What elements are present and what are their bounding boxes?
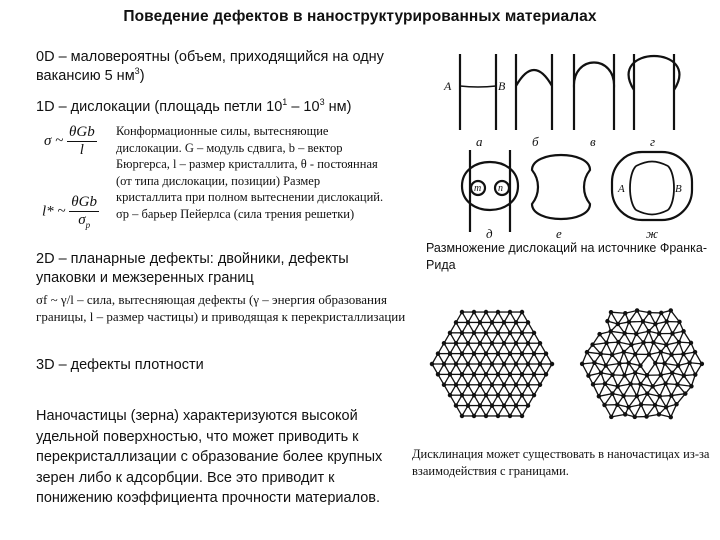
lattice-node xyxy=(604,364,607,367)
lattice-node xyxy=(508,310,511,313)
formula1-denominator: l xyxy=(79,142,84,158)
lattice-node xyxy=(677,364,680,367)
lattice-node xyxy=(460,394,463,397)
lattice-node xyxy=(694,373,697,376)
formula1-lhs: σ ~ xyxy=(44,132,64,149)
lattice-node xyxy=(532,331,535,334)
hexagonal-lattice xyxy=(430,310,553,417)
lattice-node xyxy=(478,383,481,386)
lattice-node xyxy=(633,415,636,418)
lattice-node xyxy=(514,383,517,386)
lattice-node xyxy=(670,394,673,397)
lattice-node xyxy=(682,330,685,333)
frank-read-bottom-labels xyxy=(440,226,702,240)
lattice-node xyxy=(609,311,612,314)
lattice-node xyxy=(532,394,535,397)
lattice-node xyxy=(587,374,590,377)
lattice-node xyxy=(623,374,626,377)
lattice-node xyxy=(484,373,487,376)
formula2-denominator-sub: p xyxy=(85,220,91,230)
lattice-node xyxy=(496,414,499,417)
lattice-node xyxy=(700,362,703,365)
lattice-node xyxy=(472,394,475,397)
lattice-node xyxy=(591,343,594,346)
lattice-node xyxy=(622,394,625,397)
lattice-node xyxy=(442,383,445,386)
lattice-node xyxy=(520,310,523,313)
lattice-node xyxy=(634,353,637,356)
diagram-label-g: г xyxy=(650,134,656,149)
lattice-node xyxy=(606,320,609,323)
lattice-node xyxy=(484,394,487,397)
lattice-node xyxy=(647,330,650,333)
lattice-node xyxy=(665,343,668,346)
lattice-node xyxy=(484,310,487,313)
nanoparticles-text: Наночастицы (зерна) характеризуются высокой удельной поверхностью, что может приводить к перекристаллизации с образование более крупных зерен либо к адсорбции. Все это приводит к понижению коэффициента прочности материалов. xyxy=(36,408,383,506)
zero-d-text xyxy=(36,48,396,86)
formula2-numerator: θGb xyxy=(71,194,97,210)
lattice-node xyxy=(460,352,463,355)
one-d-text-c: нм) xyxy=(324,99,352,115)
two-d-formula-text: σf ~ γ/l – сила, вытесняющая дефекты (γ – энергия образования границы, l – размер частицы) и приводящая к перекристаллизации xyxy=(36,292,406,324)
diagram-label-a: a xyxy=(476,134,483,149)
diagram-label-v: в xyxy=(590,134,596,149)
lattice-node xyxy=(478,321,481,324)
lattice-node xyxy=(611,373,614,376)
lattice-node xyxy=(689,341,692,344)
lattice-node xyxy=(508,414,511,417)
lattice-node xyxy=(472,373,475,376)
lattice-node xyxy=(490,383,493,386)
lattice-node xyxy=(676,383,679,386)
point-label-a: A xyxy=(444,79,452,93)
lattice-node xyxy=(454,404,457,407)
one-d-sup2: 3 xyxy=(319,97,325,108)
zero-d-text-end: ) xyxy=(139,68,145,84)
lattice-node xyxy=(514,362,517,365)
frank-read-caption: Размножение дислокаций на источнике Франка-Рида xyxy=(426,241,708,272)
lattice-node xyxy=(442,362,445,365)
lattice-node xyxy=(466,342,469,345)
lattice-node xyxy=(609,330,612,333)
lattice-node xyxy=(682,374,685,377)
lattice-node xyxy=(520,331,523,334)
lattice-node xyxy=(526,342,529,345)
lattice-node xyxy=(665,405,668,408)
lattice-node xyxy=(538,342,541,345)
lattice-node xyxy=(645,374,648,377)
lattice-node xyxy=(605,341,608,344)
formula-conformation-force xyxy=(44,124,97,159)
lattice-node xyxy=(657,413,660,416)
lattice-node xyxy=(466,404,469,407)
lattice-node xyxy=(502,342,505,345)
lattice-node xyxy=(636,309,639,312)
one-d-text xyxy=(36,98,416,117)
zero-d-text-main: 0D – маловероятны (объем, приходящийся на одну вакансию 5 нм xyxy=(36,49,384,84)
one-d-text-b: – 10 xyxy=(287,99,320,115)
lattice-node xyxy=(460,373,463,376)
lattice-node xyxy=(616,403,619,406)
lattice-node xyxy=(460,414,463,417)
lattice-node xyxy=(526,383,529,386)
lattice-node xyxy=(684,392,687,395)
lattice-node xyxy=(629,382,632,385)
lattice-node xyxy=(599,371,602,374)
disclination-caption: Дисклинация может существовать в наночастицах из-за взаимодействия с границами. xyxy=(412,447,710,478)
point-label-n: n xyxy=(498,183,503,194)
lattice-node xyxy=(658,395,661,398)
lattice-node xyxy=(660,311,663,314)
lattice-node xyxy=(639,382,642,385)
lattice-node xyxy=(496,331,499,334)
lattice-node xyxy=(678,320,681,323)
lattice-node xyxy=(520,373,523,376)
lattice-node xyxy=(490,404,493,407)
lattice-node xyxy=(472,414,475,417)
lattice-node xyxy=(648,311,651,314)
lattice-node xyxy=(664,382,667,385)
lattice-node xyxy=(635,394,638,397)
lattice-node xyxy=(490,321,493,324)
lattice-node xyxy=(490,342,493,345)
lattice-node xyxy=(603,382,606,385)
lattice-node xyxy=(502,321,505,324)
lattice-node xyxy=(448,352,451,355)
lattice-node xyxy=(430,362,433,365)
lattice-node xyxy=(448,331,451,334)
lattice-node xyxy=(624,413,627,416)
lattice-node xyxy=(532,352,535,355)
lattice-node xyxy=(659,373,662,376)
lattice-node xyxy=(454,362,457,365)
disclination-lattice xyxy=(581,309,704,419)
lattice-node xyxy=(647,353,650,356)
lattice-node xyxy=(442,342,445,345)
lattice-node xyxy=(658,332,661,335)
lattice-node xyxy=(651,385,654,388)
point-label-a-zh: A xyxy=(618,183,625,195)
frank-read-loop-b xyxy=(516,54,552,130)
frank-read-diagram xyxy=(440,46,702,232)
lattice-node xyxy=(436,373,439,376)
lattice-node xyxy=(593,361,596,364)
lattice-node xyxy=(448,394,451,397)
diagram-label-e: е xyxy=(556,226,562,240)
lattice-node xyxy=(617,341,620,344)
lattice-node xyxy=(496,394,499,397)
lattice-node xyxy=(532,373,535,376)
lattice-node xyxy=(472,352,475,355)
lattice-node xyxy=(627,361,630,364)
lattice-node xyxy=(654,322,657,325)
lattice-node xyxy=(585,351,588,354)
lattice-node xyxy=(538,362,541,365)
lattice-node xyxy=(466,321,469,324)
lattice-node xyxy=(677,341,680,344)
lattice-node xyxy=(526,321,529,324)
lattice-node xyxy=(526,362,529,365)
lattice-node xyxy=(508,352,511,355)
formula1-numerator: θGb xyxy=(69,124,95,140)
lattice-node xyxy=(616,385,619,388)
lattice-node xyxy=(654,361,657,364)
lattice-node xyxy=(460,310,463,313)
lattice-node xyxy=(478,362,481,365)
lattice-node xyxy=(682,352,685,355)
lattice-node xyxy=(454,321,457,324)
lattice-node xyxy=(526,404,529,407)
lattice-node xyxy=(665,320,668,323)
page-title: Поведение дефектов в наноструктурированных материалах xyxy=(123,8,597,25)
lattice-node xyxy=(623,332,626,335)
lattice-node xyxy=(627,320,630,323)
lattice-node xyxy=(634,371,637,374)
lattice-node xyxy=(669,416,672,419)
three-d-text: 3D – дефекты плотности xyxy=(36,357,204,373)
lattice-node xyxy=(627,406,630,409)
lattice-node xyxy=(514,404,517,407)
lattice-node xyxy=(616,322,619,325)
lattice-node xyxy=(502,404,505,407)
one-d-text-a: 1D – дислокации (площадь петли 10 xyxy=(36,99,283,115)
frank-read-loop-g xyxy=(629,54,680,130)
frank-read-segment-a xyxy=(460,86,496,87)
lattice-node xyxy=(520,352,523,355)
lattice-node xyxy=(610,415,613,418)
lattice-node xyxy=(597,395,600,398)
lattice-node xyxy=(581,362,584,365)
lattice-node xyxy=(460,331,463,334)
lattice-node xyxy=(508,331,511,334)
lattice-node xyxy=(520,414,523,417)
lattice-node xyxy=(624,312,627,315)
lattice-node xyxy=(659,350,662,353)
lattice-node xyxy=(484,331,487,334)
point-label-b: B xyxy=(498,79,506,93)
lattice-node xyxy=(669,309,672,312)
formula2-lhs: l* ~ xyxy=(42,203,66,220)
lattice-node xyxy=(502,362,505,365)
lattice-node xyxy=(478,342,481,345)
lattice-node xyxy=(693,350,696,353)
lattice-node xyxy=(690,385,693,388)
lattice-node xyxy=(630,343,633,346)
lattice-node xyxy=(599,352,602,355)
lattice-node xyxy=(611,392,614,395)
lattice-node xyxy=(646,392,649,395)
formula2-denominator: σ xyxy=(78,212,86,228)
lattice-node xyxy=(670,353,673,356)
lattice-node xyxy=(508,394,511,397)
lattice-node xyxy=(490,362,493,365)
lattice-node xyxy=(514,342,517,345)
lattice-node xyxy=(603,403,606,406)
lattice-node xyxy=(653,403,656,406)
one-d-sup1: 1 xyxy=(282,97,288,108)
lattice-node xyxy=(508,373,511,376)
frank-read-loop-v xyxy=(574,54,614,130)
lattice-node xyxy=(622,350,625,353)
lattice-node xyxy=(496,373,499,376)
lattice-node xyxy=(675,403,678,406)
formula-critical-size xyxy=(42,194,99,230)
lattice-node xyxy=(454,342,457,345)
point-label-m: m xyxy=(474,183,482,194)
two-d-text: 2D – планарные дефекты: двойники, дефекты упаковки и межзеренных границ xyxy=(36,251,349,286)
lattice-node xyxy=(520,394,523,397)
lattice-node xyxy=(642,341,645,344)
lattice-node xyxy=(641,320,644,323)
lattice-node xyxy=(639,403,642,406)
lattice-node xyxy=(598,333,601,336)
frank-read-loop-zh-inner xyxy=(630,162,674,215)
lattice-node xyxy=(502,383,505,386)
lattice-node xyxy=(472,331,475,334)
diagram-label-b: б xyxy=(532,134,539,149)
lattice-node xyxy=(436,352,439,355)
lattice-node xyxy=(652,341,655,344)
lattice-node xyxy=(538,383,541,386)
conformation-description: Конформационные силы, вытесняющие дислокации. G – модуль сдвига, b – вектор Бюргерса, l – размер кристаллита, θ - постоянная (от типа дислокации, позиции) Размер кристаллита при полном вытеснении дислокаций. σp – барьер Пейерлса (сила трения решетки) xyxy=(116,124,384,221)
point-label-b-zh: B xyxy=(675,183,682,195)
lattice-node xyxy=(544,352,547,355)
lattice-node xyxy=(466,383,469,386)
lattice-node xyxy=(611,353,614,356)
lattice-node xyxy=(472,310,475,313)
lattice-node xyxy=(496,310,499,313)
lattice-node xyxy=(635,332,638,335)
lattice-node xyxy=(639,364,642,367)
lattice-node xyxy=(591,383,594,386)
lattice-node xyxy=(688,361,691,364)
lattice-node xyxy=(454,383,457,386)
lattice-node xyxy=(645,415,648,418)
lattice-node xyxy=(544,373,547,376)
lattice-node xyxy=(550,362,553,365)
lattice-node xyxy=(671,332,674,335)
lattice-node xyxy=(478,404,481,407)
lattice-diagrams xyxy=(412,290,712,440)
lattice-node xyxy=(663,362,666,365)
lattice-node xyxy=(484,414,487,417)
zero-d-sup: 3 xyxy=(134,66,140,77)
lattice-node xyxy=(671,371,674,374)
lattice-node xyxy=(448,373,451,376)
lattice-node xyxy=(514,321,517,324)
lattice-node xyxy=(496,352,499,355)
diagram-label-zh: ж xyxy=(646,226,659,240)
frank-read-loop-e xyxy=(532,155,590,219)
diagram-label-d: д xyxy=(486,226,493,240)
lattice-node xyxy=(484,352,487,355)
lattice-node xyxy=(618,362,621,365)
lattice-node xyxy=(466,362,469,365)
